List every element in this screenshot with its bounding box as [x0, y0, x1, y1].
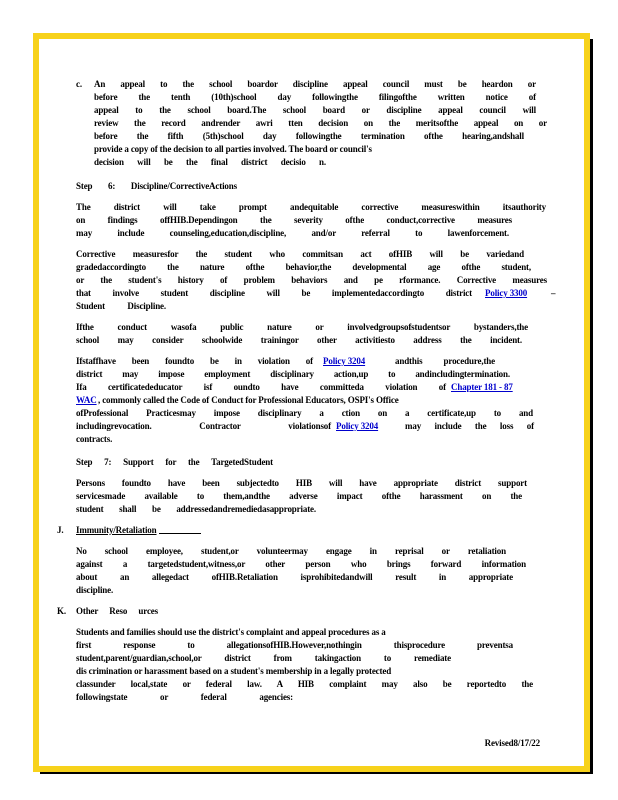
section-k-line: student,parent/guardian,school,or district from takingaction to remediate — [76, 653, 451, 663]
page-frame — [33, 33, 590, 772]
policy-3204-link[interactable]: Policy 3204 — [323, 356, 366, 366]
section-k-line: classunder local,state or federal law. A HIB complaint may also be reportedto the — [76, 679, 533, 689]
policy-3300-link[interactable]: Policy 3300 — [485, 288, 528, 298]
section-j-line: discipline. — [76, 585, 114, 595]
step6-p5-line: , commonly called the Code of Conduct for Professional Educators, OSPI's Office — [98, 395, 399, 405]
section-j-marker: J. — [57, 525, 64, 535]
step6-p5-line: contracts. — [76, 434, 113, 444]
step6-p2-line: that involve student discipline will be implementedaccordingto district — [76, 288, 472, 298]
revised-date: Revised8/17/22 — [484, 738, 540, 748]
item-c-line: provide a copy of the decision to all parties involved. The board or council's — [94, 144, 372, 154]
section-k-line: followingstate or federal agencies: — [76, 692, 293, 702]
step6-p1-line: The district will take prompt andequitable corrective measureswithin itsauthority — [76, 202, 546, 212]
heading-underline — [159, 533, 201, 534]
item-c-line: review the record andrender awri tten decision on the meritsofthe appeal on or — [94, 118, 547, 128]
step6-p5-line: may include the loss of — [405, 421, 534, 431]
step6-p2-line: gradedaccordingto the nature ofthe behavior,the developmental age ofthe student, — [76, 262, 531, 272]
item-c-line: appeal to the school board.The school board or discipline appeal council will — [94, 105, 536, 115]
step6-p3-line: Ifthe conduct wasofa public nature or involvedgroupsofstudentsor bystanders,the — [76, 322, 528, 332]
step6-p5-line: ofProfessional Practicesmay impose disciplinary a ction on a certificate,up to and — [76, 408, 533, 418]
section-k-marker: K. — [57, 606, 66, 616]
item-c-marker: c. — [76, 79, 82, 89]
step6-p5-line: includingrevocation. Contractor violationsof — [76, 421, 331, 431]
step6-p2-line: Student Discipline. — [76, 301, 166, 311]
chapter-181-87-link[interactable]: Chapter 181 - 87 — [451, 382, 513, 392]
step6-p2-line: Corrective measuresfor the student who commitsan act ofHIB will be variedand — [76, 249, 524, 259]
step6-p1-line: may include counseling,education,discipline, and/or referral to lawenforcement. — [76, 228, 509, 238]
item-c-line: An appeal to the school boardor discipline appeal council must be heardon or — [94, 79, 536, 89]
step6-p3-line: school may consider schoolwide trainingor other activitiesto address the incident. — [76, 335, 522, 345]
step6-p4-line: andthis procedure,the — [395, 356, 495, 366]
section-j-heading: Immunity/Retaliation — [76, 525, 157, 535]
step7-line: servicesmade available to them,andthe adverse impact ofthe harassment on the — [76, 491, 522, 501]
document-body — [39, 39, 584, 766]
step6-p5-line: Ifa certificatededucator isf oundto have committeda violation of — [76, 382, 446, 392]
step7-heading: Step 7: Support for the TargetedStudent — [76, 457, 273, 467]
step7-line: student shall be addressedandremediedasappropriate. — [76, 504, 316, 514]
section-j-line: against a targetedstudent,witness,or other person who brings forward information — [76, 559, 526, 569]
section-k-line: Students and families should use the district's complaint and appeal procedures as a — [76, 627, 386, 637]
section-j-line: No school employee, student,or volunteermay engage in reprisal or retaliation — [76, 546, 506, 556]
step6-heading: Step 6: Discipline/CorrectiveActions — [76, 181, 237, 191]
step6-p4-line: Ifstaffhave been foundto be in violation of — [76, 356, 313, 366]
section-k-heading: Other Reso urces — [76, 606, 158, 616]
section-k-line: first response to allegationsofHIB.However,nothingin thisprocedure preventsa — [76, 640, 513, 650]
section-k-line: dis crimination or harassment based on a student's membership in a legally protected — [76, 666, 392, 676]
dash: – — [551, 288, 556, 298]
step6-p2-line: or the student's history of problem behaviors and pe rformance. Corrective measures — [76, 275, 547, 285]
section-j-line: about an allegedact ofHIB.Retaliation isprohibitedandwill result in appropriate — [76, 572, 513, 582]
item-c-line: before the tenth (10th)school day followingthe filingofthe written notice of — [94, 92, 536, 102]
step7-line: Persons foundto have been subjectedto HIB will have appropriate district support — [76, 478, 527, 488]
wac-link[interactable]: WAC — [76, 395, 97, 405]
step6-p4-line: district may impose employment disciplinary action,up to andincludingtermination. — [76, 369, 510, 379]
item-c-line: decision will be the final district decisio n. — [94, 157, 326, 167]
policy-3204-link-2[interactable]: Policy 3204 — [336, 421, 379, 431]
step6-p1-line: on findings offHIB.Dependingon the severity ofthe conduct,corrective measures — [76, 215, 512, 225]
item-c-line: before the fifth (5th)school day followingthe termination ofthe hearing,andshall — [94, 131, 524, 141]
